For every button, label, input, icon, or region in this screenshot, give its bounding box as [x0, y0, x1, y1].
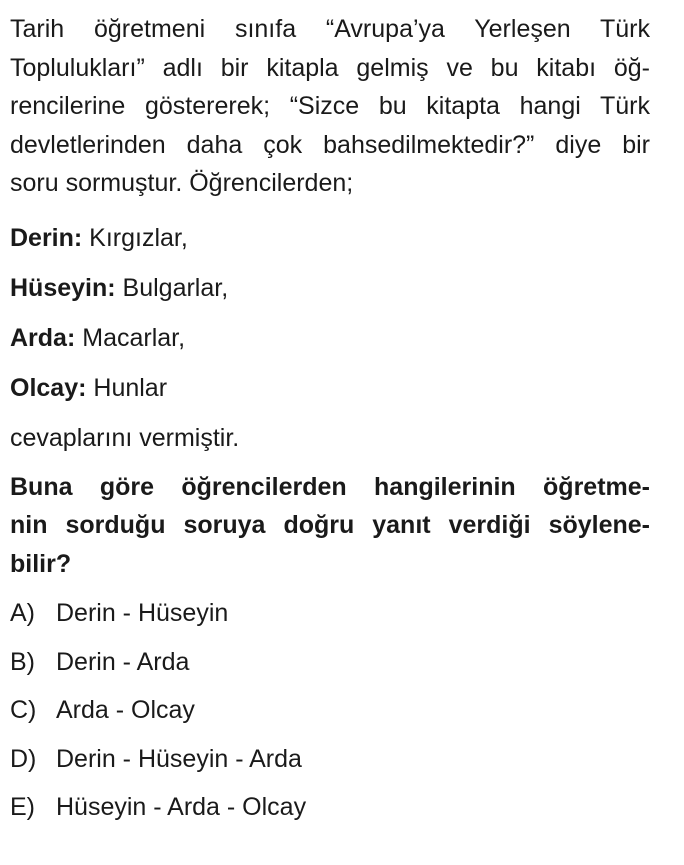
intro-line: devletlerinden daha çok bahsedilmektedir?” diye bir — [10, 130, 650, 159]
option-text: Hüseyin - Arda - Olcay — [56, 793, 307, 821]
option-letter: E) — [10, 793, 35, 821]
option-text: Derin - Arda — [56, 647, 190, 676]
student-name: Arda: — [10, 323, 76, 352]
question-intro — [10, 10, 650, 203]
option-c[interactable] — [10, 686, 650, 735]
answer-options — [10, 589, 650, 832]
option-letter: A) — [10, 599, 35, 627]
question-line: Buna göre öğrencilerden hangilerinin öğretme- — [10, 472, 650, 501]
question-stem — [10, 468, 650, 584]
option-letter: D) — [10, 744, 37, 773]
option-e[interactable] — [10, 783, 650, 832]
student-name: Hüseyin: — [10, 273, 116, 302]
student-answer-derin — [10, 213, 650, 263]
student-answer-text: Macarlar, — [75, 323, 186, 352]
option-d[interactable] — [10, 735, 650, 784]
intro-line: Toplulukları” adlı bir kitapla gelmiş ve bu kitabı öğ- — [10, 53, 650, 82]
student-answer-text: Kırgızlar, — [82, 223, 188, 252]
student-answer-text: Hunlar — [86, 373, 168, 402]
question-line: nin sorduğu soruya doğru yanıt verdiği söylene- — [10, 511, 650, 539]
student-answer-olcay — [10, 363, 650, 413]
student-name: Derin: — [10, 223, 83, 252]
question-page — [10, 10, 650, 832]
student-answer-arda — [10, 313, 650, 363]
student-answer-huseyin — [10, 263, 650, 313]
option-a[interactable] — [10, 589, 650, 638]
closing-sentence: cevaplarını vermiştir. — [10, 423, 240, 452]
option-b[interactable] — [10, 638, 650, 687]
option-text: Derin - Hüseyin - Arda — [56, 744, 302, 773]
intro-line: rencilerine göstererek; “Sizce bu kitapta hangi Türk — [10, 92, 650, 120]
option-letter: C) — [10, 696, 37, 724]
student-name: Olcay: — [10, 373, 87, 402]
option-text: Derin - Hüseyin — [56, 599, 229, 627]
intro-line: Tarih öğretmeni sınıfa “Avrupa’ya Yerleşen Türk — [10, 15, 650, 43]
option-letter: B) — [10, 647, 35, 676]
student-answer-text: Bulgarlar, — [115, 273, 229, 302]
option-text: Arda - Olcay — [56, 696, 195, 724]
question-line: bilir? — [10, 549, 72, 578]
intro-line: soru sormuştur. Öğrencilerden; — [10, 169, 354, 197]
student-answers — [10, 213, 650, 413]
